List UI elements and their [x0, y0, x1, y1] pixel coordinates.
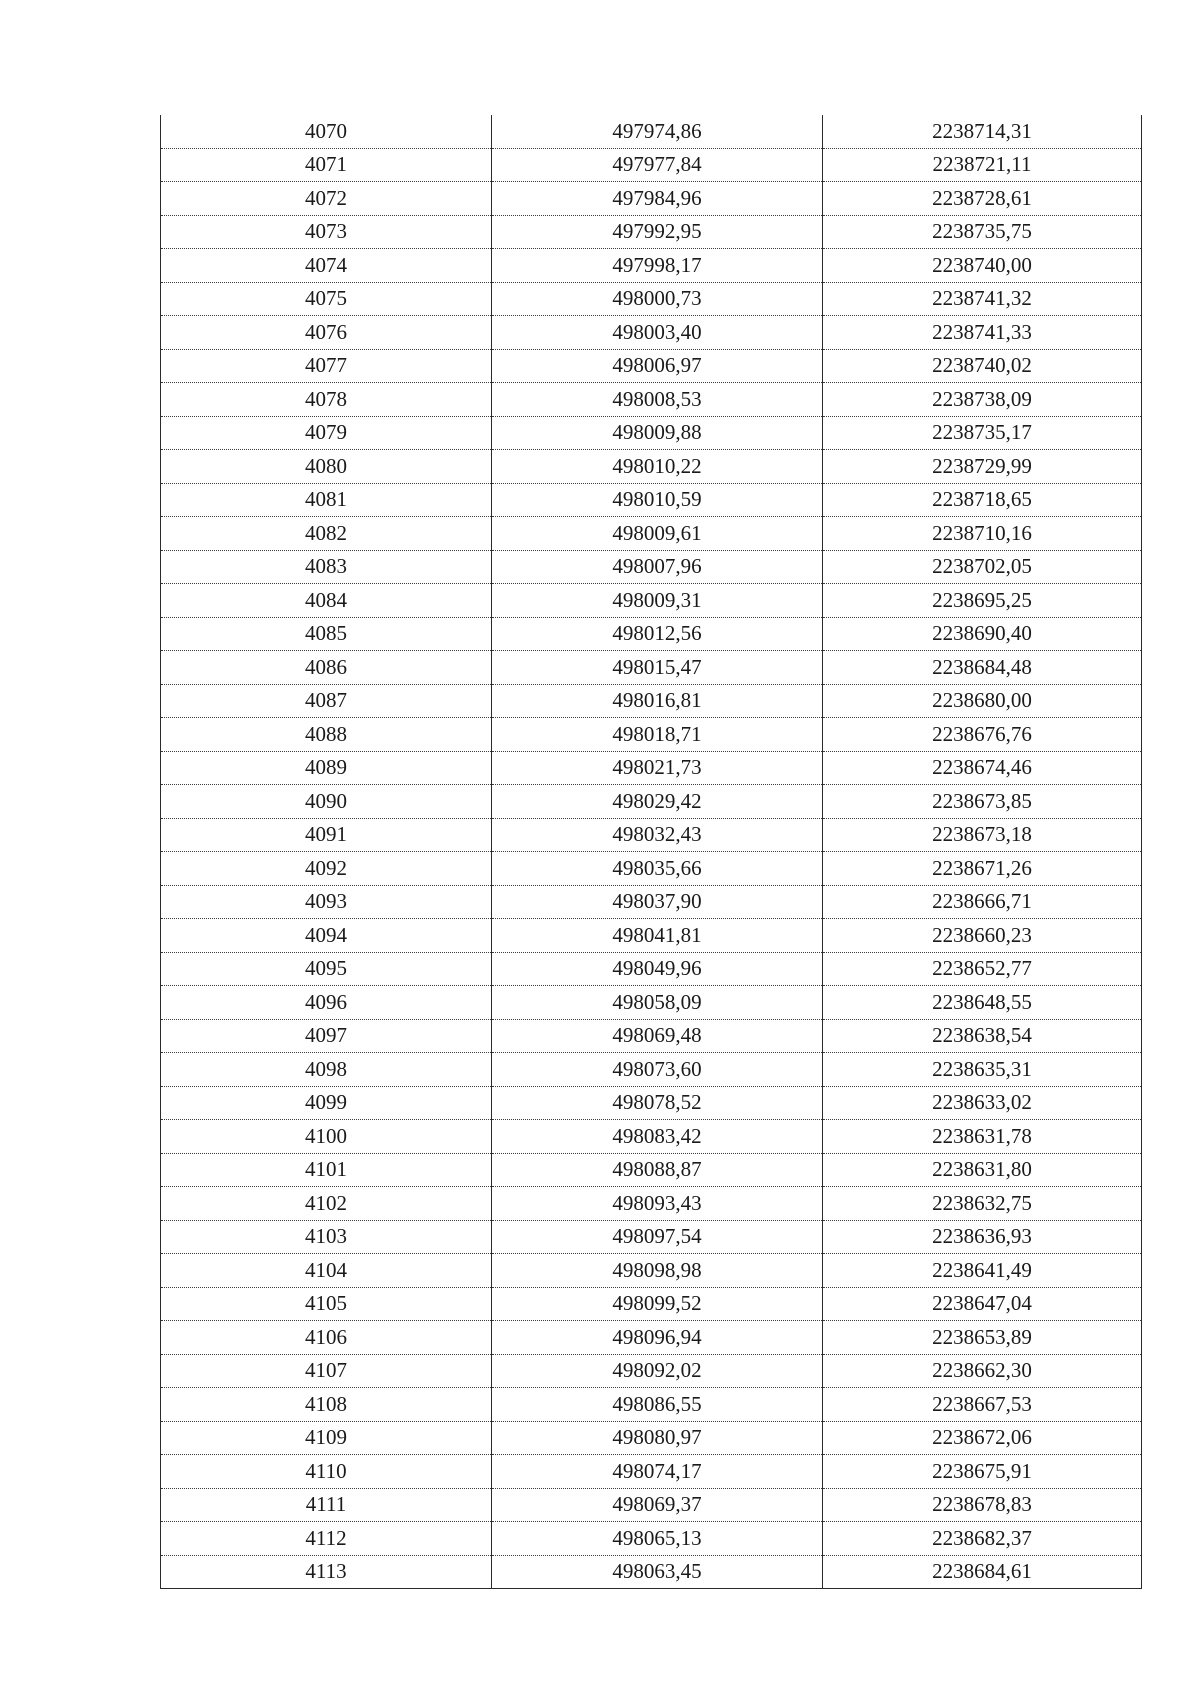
table-row	[161, 517, 1142, 551]
table-row	[161, 1254, 1142, 1288]
x-coordinate-cell: 497977,84	[492, 148, 823, 182]
x-coordinate-cell: 498009,61	[492, 517, 823, 551]
table-row	[161, 416, 1142, 450]
y-coordinate-cell: 2238718,65	[823, 483, 1142, 517]
point-number-cell: 4105	[161, 1287, 492, 1321]
table-row	[161, 483, 1142, 517]
point-number-cell: 4106	[161, 1321, 492, 1355]
table-row	[161, 450, 1142, 484]
point-number-cell: 4095	[161, 952, 492, 986]
y-coordinate-cell: 2238667,53	[823, 1388, 1142, 1422]
point-number-cell: 4088	[161, 718, 492, 752]
y-coordinate-cell: 2238710,16	[823, 517, 1142, 551]
x-coordinate-cell: 498029,42	[492, 785, 823, 819]
table-row	[161, 1421, 1142, 1455]
point-number-cell: 4091	[161, 818, 492, 852]
point-number-cell: 4079	[161, 416, 492, 450]
y-coordinate-cell: 2238714,31	[823, 115, 1142, 148]
point-number-cell: 4078	[161, 383, 492, 417]
table-row	[161, 1220, 1142, 1254]
x-coordinate-cell: 498083,42	[492, 1120, 823, 1154]
point-number-cell: 4100	[161, 1120, 492, 1154]
y-coordinate-cell: 2238636,93	[823, 1220, 1142, 1254]
table-row	[161, 316, 1142, 350]
x-coordinate-cell: 498058,09	[492, 986, 823, 1020]
x-coordinate-cell: 498041,81	[492, 919, 823, 953]
point-number-cell: 4081	[161, 483, 492, 517]
point-number-cell: 4071	[161, 148, 492, 182]
y-coordinate-cell: 2238632,75	[823, 1187, 1142, 1221]
table-row	[161, 1388, 1142, 1422]
x-coordinate-cell: 498016,81	[492, 684, 823, 718]
y-coordinate-cell: 2238680,00	[823, 684, 1142, 718]
y-coordinate-cell: 2238672,06	[823, 1421, 1142, 1455]
x-coordinate-cell: 498008,53	[492, 383, 823, 417]
x-coordinate-cell: 498018,71	[492, 718, 823, 752]
point-number-cell: 4098	[161, 1053, 492, 1087]
y-coordinate-cell: 2238673,18	[823, 818, 1142, 852]
y-coordinate-cell: 2238648,55	[823, 986, 1142, 1020]
y-coordinate-cell: 2238695,25	[823, 584, 1142, 618]
point-number-cell: 4097	[161, 1019, 492, 1053]
point-number-cell: 4092	[161, 852, 492, 886]
table-row	[161, 718, 1142, 752]
x-coordinate-cell: 498069,37	[492, 1488, 823, 1522]
y-coordinate-cell: 2238653,89	[823, 1321, 1142, 1355]
x-coordinate-cell: 497984,96	[492, 182, 823, 216]
y-coordinate-cell: 2238702,05	[823, 550, 1142, 584]
x-coordinate-cell: 498086,55	[492, 1388, 823, 1422]
x-coordinate-cell: 498098,98	[492, 1254, 823, 1288]
table-row	[161, 785, 1142, 819]
point-number-cell: 4102	[161, 1187, 492, 1221]
x-coordinate-cell: 498003,40	[492, 316, 823, 350]
x-coordinate-cell: 498080,97	[492, 1421, 823, 1455]
table-row	[161, 1287, 1142, 1321]
table-row	[161, 182, 1142, 216]
x-coordinate-cell: 497992,95	[492, 215, 823, 249]
x-coordinate-cell: 498063,45	[492, 1555, 823, 1589]
x-coordinate-cell: 498093,43	[492, 1187, 823, 1221]
y-coordinate-cell: 2238674,46	[823, 751, 1142, 785]
point-number-cell: 4084	[161, 584, 492, 618]
x-coordinate-cell: 498009,31	[492, 584, 823, 618]
x-coordinate-cell: 498069,48	[492, 1019, 823, 1053]
table-row	[161, 1354, 1142, 1388]
table-row	[161, 1555, 1142, 1589]
table-row	[161, 751, 1142, 785]
y-coordinate-cell: 2238671,26	[823, 852, 1142, 886]
x-coordinate-cell: 498010,22	[492, 450, 823, 484]
x-coordinate-cell: 498097,54	[492, 1220, 823, 1254]
table-row	[161, 1522, 1142, 1556]
point-number-cell: 4086	[161, 651, 492, 685]
point-number-cell: 4101	[161, 1153, 492, 1187]
x-coordinate-cell: 498037,90	[492, 885, 823, 919]
table-row	[161, 1053, 1142, 1087]
x-coordinate-cell: 498078,52	[492, 1086, 823, 1120]
point-number-cell: 4080	[161, 450, 492, 484]
x-coordinate-cell: 498065,13	[492, 1522, 823, 1556]
coordinates-table	[160, 115, 1142, 1589]
x-coordinate-cell: 498009,88	[492, 416, 823, 450]
x-coordinate-cell: 498007,96	[492, 550, 823, 584]
point-number-cell: 4104	[161, 1254, 492, 1288]
point-number-cell: 4077	[161, 349, 492, 383]
point-number-cell: 4074	[161, 249, 492, 283]
table-row	[161, 986, 1142, 1020]
y-coordinate-cell: 2238741,32	[823, 282, 1142, 316]
y-coordinate-cell: 2238741,33	[823, 316, 1142, 350]
table-row	[161, 1153, 1142, 1187]
table-row	[161, 1488, 1142, 1522]
y-coordinate-cell: 2238682,37	[823, 1522, 1142, 1556]
point-number-cell: 4089	[161, 751, 492, 785]
point-number-cell: 4083	[161, 550, 492, 584]
point-number-cell: 4073	[161, 215, 492, 249]
table-row	[161, 148, 1142, 182]
table-row	[161, 349, 1142, 383]
y-coordinate-cell: 2238735,17	[823, 416, 1142, 450]
y-coordinate-cell: 2238729,99	[823, 450, 1142, 484]
x-coordinate-cell: 497974,86	[492, 115, 823, 148]
x-coordinate-cell: 497998,17	[492, 249, 823, 283]
point-number-cell: 4070	[161, 115, 492, 148]
point-number-cell: 4075	[161, 282, 492, 316]
table-row	[161, 617, 1142, 651]
point-number-cell: 4096	[161, 986, 492, 1020]
x-coordinate-cell: 498006,97	[492, 349, 823, 383]
x-coordinate-cell: 498032,43	[492, 818, 823, 852]
y-coordinate-cell: 2238638,54	[823, 1019, 1142, 1053]
table-row	[161, 1321, 1142, 1355]
table-row	[161, 383, 1142, 417]
table-row	[161, 249, 1142, 283]
y-coordinate-cell: 2238675,91	[823, 1455, 1142, 1489]
table-row	[161, 1187, 1142, 1221]
x-coordinate-cell: 498049,96	[492, 952, 823, 986]
x-coordinate-cell: 498010,59	[492, 483, 823, 517]
y-coordinate-cell: 2238740,02	[823, 349, 1142, 383]
table-row	[161, 1086, 1142, 1120]
point-number-cell: 4103	[161, 1220, 492, 1254]
point-number-cell: 4094	[161, 919, 492, 953]
table-row	[161, 919, 1142, 953]
table-row	[161, 282, 1142, 316]
table-row	[161, 584, 1142, 618]
point-number-cell: 4072	[161, 182, 492, 216]
y-coordinate-cell: 2238662,30	[823, 1354, 1142, 1388]
x-coordinate-cell: 498092,02	[492, 1354, 823, 1388]
y-coordinate-cell: 2238721,11	[823, 148, 1142, 182]
point-number-cell: 4087	[161, 684, 492, 718]
point-number-cell: 4107	[161, 1354, 492, 1388]
x-coordinate-cell: 498021,73	[492, 751, 823, 785]
table-row	[161, 1120, 1142, 1154]
table-row	[161, 852, 1142, 886]
table-row	[161, 215, 1142, 249]
y-coordinate-cell: 2238635,31	[823, 1053, 1142, 1087]
table-row	[161, 818, 1142, 852]
point-number-cell: 4110	[161, 1455, 492, 1489]
y-coordinate-cell: 2238647,04	[823, 1287, 1142, 1321]
coordinates-table-body	[161, 115, 1142, 1589]
y-coordinate-cell: 2238684,61	[823, 1555, 1142, 1589]
point-number-cell: 4082	[161, 517, 492, 551]
x-coordinate-cell: 498096,94	[492, 1321, 823, 1355]
table-row	[161, 651, 1142, 685]
y-coordinate-cell: 2238631,80	[823, 1153, 1142, 1187]
y-coordinate-cell: 2238641,49	[823, 1254, 1142, 1288]
point-number-cell: 4111	[161, 1488, 492, 1522]
point-number-cell: 4085	[161, 617, 492, 651]
point-number-cell: 4113	[161, 1555, 492, 1589]
y-coordinate-cell: 2238678,83	[823, 1488, 1142, 1522]
y-coordinate-cell: 2238676,76	[823, 718, 1142, 752]
y-coordinate-cell: 2238690,40	[823, 617, 1142, 651]
point-number-cell: 4099	[161, 1086, 492, 1120]
y-coordinate-cell: 2238738,09	[823, 383, 1142, 417]
point-number-cell: 4093	[161, 885, 492, 919]
table-row	[161, 1455, 1142, 1489]
x-coordinate-cell: 498088,87	[492, 1153, 823, 1187]
point-number-cell: 4076	[161, 316, 492, 350]
x-coordinate-cell: 498099,52	[492, 1287, 823, 1321]
y-coordinate-cell: 2238631,78	[823, 1120, 1142, 1154]
table-row	[161, 1019, 1142, 1053]
x-coordinate-cell: 498012,56	[492, 617, 823, 651]
y-coordinate-cell: 2238673,85	[823, 785, 1142, 819]
y-coordinate-cell: 2238728,61	[823, 182, 1142, 216]
table-row	[161, 550, 1142, 584]
x-coordinate-cell: 498015,47	[492, 651, 823, 685]
y-coordinate-cell: 2238660,23	[823, 919, 1142, 953]
y-coordinate-cell: 2238735,75	[823, 215, 1142, 249]
point-number-cell: 4109	[161, 1421, 492, 1455]
x-coordinate-cell: 498000,73	[492, 282, 823, 316]
table-row	[161, 684, 1142, 718]
y-coordinate-cell: 2238652,77	[823, 952, 1142, 986]
table-row	[161, 952, 1142, 986]
y-coordinate-cell: 2238633,02	[823, 1086, 1142, 1120]
x-coordinate-cell: 498073,60	[492, 1053, 823, 1087]
x-coordinate-cell: 498035,66	[492, 852, 823, 886]
y-coordinate-cell: 2238740,00	[823, 249, 1142, 283]
point-number-cell: 4090	[161, 785, 492, 819]
y-coordinate-cell: 2238666,71	[823, 885, 1142, 919]
point-number-cell: 4112	[161, 1522, 492, 1556]
y-coordinate-cell: 2238684,48	[823, 651, 1142, 685]
point-number-cell: 4108	[161, 1388, 492, 1422]
table-row	[161, 885, 1142, 919]
x-coordinate-cell: 498074,17	[492, 1455, 823, 1489]
table-row	[161, 115, 1142, 148]
